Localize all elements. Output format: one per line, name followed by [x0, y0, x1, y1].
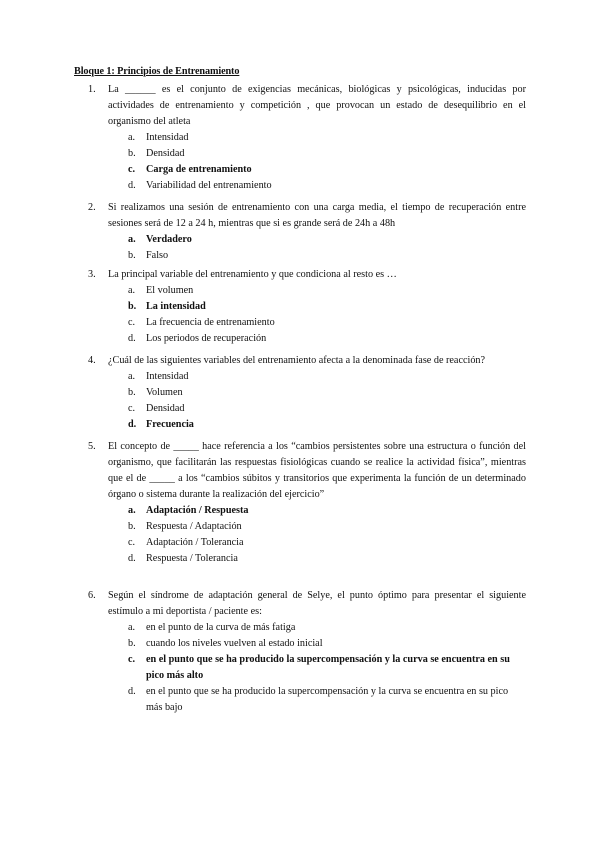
option-a: a. Intensidad — [128, 371, 189, 382]
option-b: b. Respuesta / Adaptación — [128, 521, 242, 532]
option-c: c. Adaptación / Tolerancia — [128, 537, 244, 548]
option-c-correct: c. en el punto que se ha producido la supercompensación y la curva se encuentra en su pico más alto — [128, 654, 510, 681]
option-b-correct: b. La intensidad — [128, 301, 206, 312]
answer-options — [88, 232, 526, 264]
question-1 — [88, 82, 526, 194]
option-c: c. La frecuencia de entrenamiento — [128, 317, 275, 328]
option-a: a. El volumen — [128, 285, 194, 296]
option-d: d. Respuesta / Tolerancia — [128, 553, 238, 564]
question-6 — [88, 588, 526, 716]
question-5 — [88, 439, 526, 567]
option-c-correct: c. Carga de entrenamiento — [128, 164, 252, 175]
question-number: 4. — [88, 355, 96, 366]
block-title: Bloque 1: Principios de Entrenamiento — [74, 66, 240, 77]
option-c: c. Densidad — [128, 403, 185, 414]
option-b: b. Volumen — [128, 387, 183, 398]
question-text: El concepto de _____ hace referencia a los “cambios persistentes sobre una estructura o función del organismo, que facilitarán las respuestas fisiológicas cuando se realice la actividad física”, mientras que el de _____ a los “cambios súbitos y transitorios que experimenta la función de un determinado órgano o sistema durante la realización del ejercicio” — [108, 441, 526, 500]
option-d: d. Los periodos de recuperación — [128, 333, 267, 344]
question-4 — [88, 353, 526, 433]
option-a-correct: a. Verdadero — [128, 234, 192, 245]
option-a-correct: a. Adaptación / Respuesta — [128, 505, 249, 516]
option-b: b. cuando los niveles vuelven al estado inicial — [128, 638, 323, 649]
question-2 — [88, 200, 526, 264]
question-number: 3. — [88, 269, 96, 280]
option-b: b. Falso — [128, 250, 169, 261]
answer-options — [88, 130, 526, 194]
question-number: 1. — [88, 84, 96, 95]
question-text: La principal variable del entrenamiento y que condiciona al resto es … — [108, 269, 397, 280]
question-number: 6. — [88, 590, 96, 601]
question-3 — [88, 267, 526, 347]
option-a: a. en el punto de la curva de más fatiga — [128, 622, 296, 633]
answer-options — [88, 620, 526, 716]
question-number: 5. — [88, 441, 96, 452]
option-b: b. Densidad — [128, 148, 185, 159]
answer-options — [88, 503, 526, 567]
answer-options — [88, 369, 526, 433]
question-text: ¿Cuál de las siguientes variables del entrenamiento afecta a la denominada fase de reacción? — [108, 355, 486, 366]
question-number: 2. — [88, 202, 96, 213]
answer-options — [88, 283, 526, 347]
option-d-correct: d. Frecuencia — [128, 419, 194, 430]
option-d: d. en el punto que se ha producido la supercompensación y la curva se encuentra en su pico más bajo — [128, 686, 509, 713]
option-d: d. Variabilidad del entrenamiento — [128, 180, 272, 191]
question-text: Si realizamos una sesión de entrenamiento con una carga media, el tiempo de recuperación entre sesiones será de 12 a 24 h, mientras que si es grande será de 24h a 48h — [108, 202, 526, 229]
option-a: a. Intensidad — [128, 132, 189, 143]
question-text: La ______ es el conjunto de exigencias mecánicas, biológicas y psicológicas, inducidas por actividades de entrenamiento y competición , que provocan un estado de desequilibrio en el organismo del atleta — [108, 84, 526, 127]
question-text: Según el síndrome de adaptación general de Selye, el punto óptimo para presentar el siguiente estímulo a mi deportista / paciente es: — [108, 590, 526, 617]
